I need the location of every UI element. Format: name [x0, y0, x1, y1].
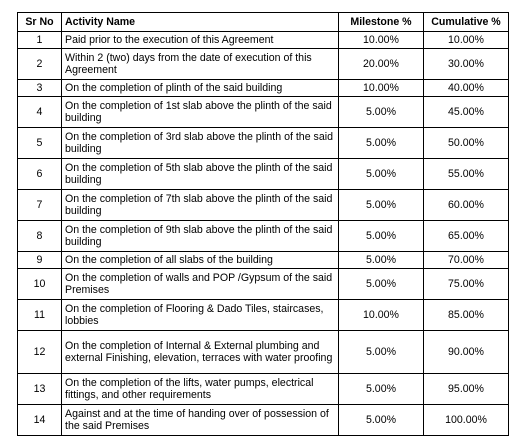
- table-row: [18, 190, 509, 221]
- milestone-cell: 5.00%: [339, 269, 424, 300]
- activity-cell: On the completion of 7th slab above the plinth of the said building: [62, 190, 339, 221]
- header-cumulative: Cumulative %: [424, 13, 509, 32]
- activity-cell: On the completion of plinth of the said building: [62, 80, 339, 97]
- milestone-cell: 5.00%: [339, 128, 424, 159]
- activity-cell: On the completion of walls and POP /Gypsum of the said Premises: [62, 269, 339, 300]
- table-row: [18, 374, 509, 405]
- cumulative-cell: 75.00%: [424, 269, 509, 300]
- sr-no-cell: 12: [18, 331, 62, 374]
- cumulative-cell: 70.00%: [424, 252, 509, 269]
- milestone-cell: 5.00%: [339, 331, 424, 374]
- milestone-cell: 5.00%: [339, 97, 424, 128]
- sr-no-cell: 10: [18, 269, 62, 300]
- header-sr-no: Sr No: [18, 13, 62, 32]
- sr-no-cell: 4: [18, 97, 62, 128]
- milestone-cell: 10.00%: [339, 300, 424, 331]
- cumulative-cell: 40.00%: [424, 80, 509, 97]
- table-row: [18, 97, 509, 128]
- sr-no-cell: 7: [18, 190, 62, 221]
- activity-cell: On the completion of 1st slab above the plinth of the said building: [62, 97, 339, 128]
- activity-cell: Within 2 (two) days from the date of execution of this Agreement: [62, 49, 339, 80]
- milestone-cell: 5.00%: [339, 190, 424, 221]
- activity-cell: On the completion of Flooring & Dado Tiles, staircases, lobbies: [62, 300, 339, 331]
- cumulative-cell: 50.00%: [424, 128, 509, 159]
- cumulative-cell: 85.00%: [424, 300, 509, 331]
- sr-no-cell: 6: [18, 159, 62, 190]
- sr-no-cell: 13: [18, 374, 62, 405]
- cumulative-cell: 55.00%: [424, 159, 509, 190]
- sr-no-cell: 8: [18, 221, 62, 252]
- activity-cell: On the completion of 5th slab above the plinth of the said building: [62, 159, 339, 190]
- sr-no-cell: 2: [18, 49, 62, 80]
- cumulative-cell: 65.00%: [424, 221, 509, 252]
- milestone-cell: 5.00%: [339, 405, 424, 436]
- milestone-cell: 5.00%: [339, 159, 424, 190]
- milestone-cell: 10.00%: [339, 32, 424, 49]
- cumulative-cell: 30.00%: [424, 49, 509, 80]
- milestone-cell: 5.00%: [339, 374, 424, 405]
- table-row: [18, 32, 509, 49]
- table-row: [18, 405, 509, 436]
- cumulative-cell: 90.00%: [424, 331, 509, 374]
- table-row: [18, 252, 509, 269]
- table-row: [18, 269, 509, 300]
- header-milestone: Milestone %: [339, 13, 424, 32]
- milestone-cell: 5.00%: [339, 221, 424, 252]
- table-row: [18, 128, 509, 159]
- table-row: [18, 300, 509, 331]
- sr-no-cell: 5: [18, 128, 62, 159]
- activity-cell: On the completion of Internal & External plumbing and external Finishing, elevation, terraces with water proofing: [62, 331, 339, 374]
- sr-no-cell: 9: [18, 252, 62, 269]
- activity-cell: On the completion of 3rd slab above the plinth of the said building: [62, 128, 339, 159]
- table-row: [18, 221, 509, 252]
- header-row: [18, 13, 509, 32]
- sr-no-cell: 1: [18, 32, 62, 49]
- cumulative-cell: 45.00%: [424, 97, 509, 128]
- activity-cell: Paid prior to the execution of this Agreement: [62, 32, 339, 49]
- cumulative-cell: 100.00%: [424, 405, 509, 436]
- sr-no-cell: 11: [18, 300, 62, 331]
- sr-no-cell: 14: [18, 405, 62, 436]
- cumulative-cell: 60.00%: [424, 190, 509, 221]
- activity-cell: On the completion of all slabs of the building: [62, 252, 339, 269]
- payment-schedule-table: [17, 12, 509, 436]
- activity-cell: On the completion of 9th slab above the plinth of the said building: [62, 221, 339, 252]
- activity-cell: On the completion of the lifts, water pumps, electrical fittings, and other requirements: [62, 374, 339, 405]
- sr-no-cell: 3: [18, 80, 62, 97]
- payment-schedule: [17, 12, 509, 436]
- table-row: [18, 159, 509, 190]
- activity-cell: Against and at the time of handing over of possession of the said Premises: [62, 405, 339, 436]
- header-activity: Activity Name: [62, 13, 339, 32]
- cumulative-cell: 95.00%: [424, 374, 509, 405]
- table-row: [18, 49, 509, 80]
- table-row: [18, 331, 509, 374]
- milestone-cell: 20.00%: [339, 49, 424, 80]
- table-row: [18, 80, 509, 97]
- cumulative-cell: 10.00%: [424, 32, 509, 49]
- milestone-cell: 10.00%: [339, 80, 424, 97]
- milestone-cell: 5.00%: [339, 252, 424, 269]
